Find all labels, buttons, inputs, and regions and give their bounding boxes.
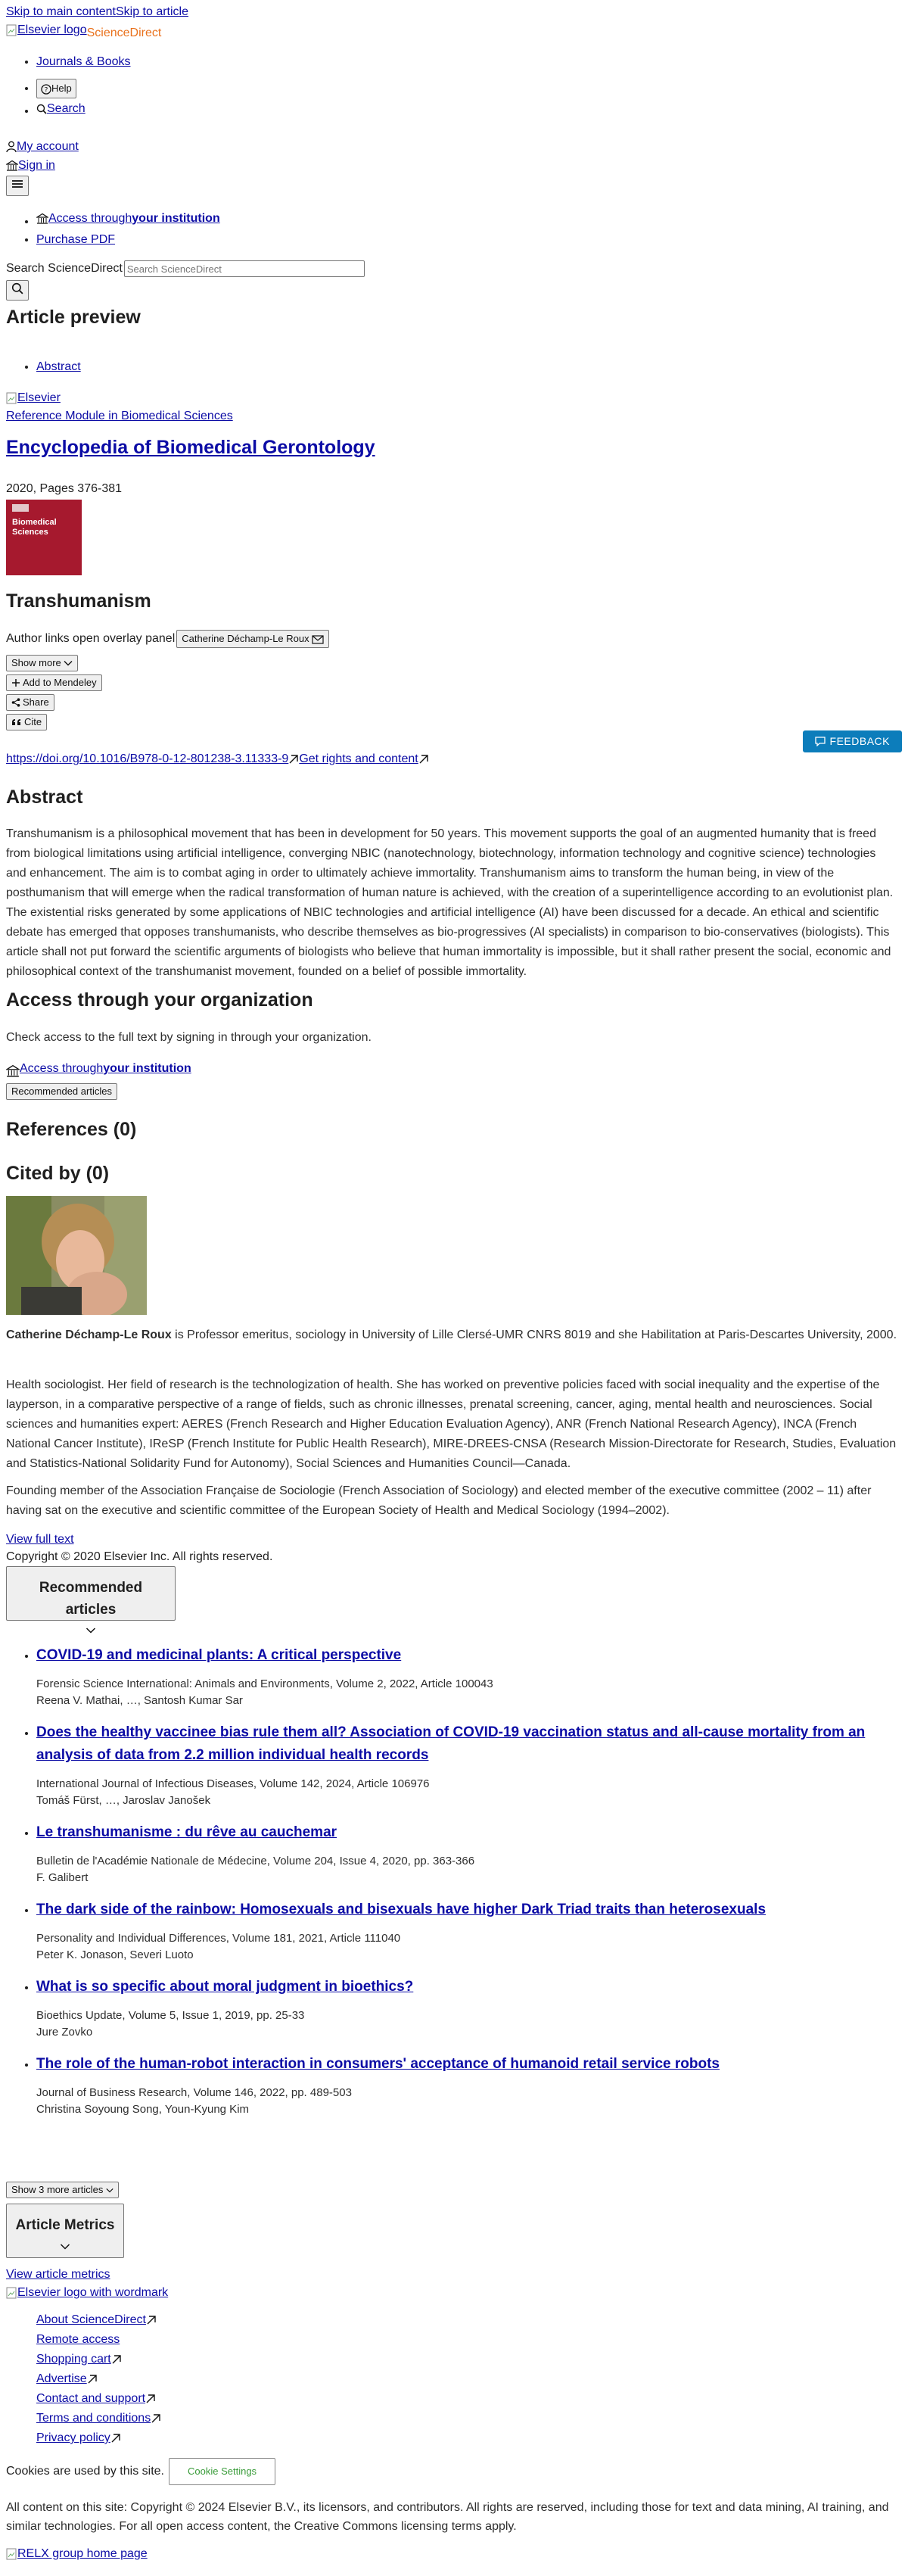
org-access-heading: Access through your organization (6, 989, 313, 1011)
broken-image-icon (6, 24, 17, 36)
bio-text-1: is Professor emeritus, sociology in University of Lille Clersé-UMR CNRS 8019 and she Habilitation at Paris-Descartes University, 2000. (171, 1328, 897, 1341)
access-institution-label: your institution (132, 212, 220, 225)
rights-link[interactable] (299, 750, 428, 768)
privacy-link[interactable] (36, 2428, 121, 2448)
recommended-articles-toggle[interactable] (6, 1566, 176, 1621)
share-label: Share (23, 696, 49, 708)
recommended-article-journal: Bulletin de l'Académie Nationale de Médecine, Volume 204, Issue 4, 2020, pp. 363-366 (36, 1855, 475, 1867)
article-title: Transhumanism (6, 590, 151, 612)
contact-support-label: Contact and support (36, 2392, 146, 2405)
recommended-article-title[interactable]: Does the healthy vaccinee bias rule them all? Association of COVID-19 vaccination status and all-cause mortality from an analysis of data from 2.2 million individual health records (36, 1724, 866, 1763)
institution-icon (36, 213, 48, 225)
external-arrow-icon (288, 754, 299, 765)
brand-name: ScienceDirect (86, 26, 162, 39)
cited-by-heading: Cited by (0) (6, 1163, 110, 1184)
publication-pages: 2020, Pages 376-381 (6, 482, 123, 495)
recommended-article-authors: Tomáš Fürst, …, Jaroslav Janošek (36, 1794, 211, 1807)
chevron-down-icon (64, 660, 73, 666)
list-item (36, 1721, 906, 1809)
author-photo (6, 1196, 147, 1315)
search-link[interactable] (36, 100, 86, 118)
search-submit-button[interactable] (6, 280, 29, 301)
external-arrow-icon (418, 754, 429, 765)
cite-button[interactable] (6, 714, 47, 730)
skip-to-article-link[interactable]: Skip to article (115, 5, 189, 18)
abstract-toc-link[interactable]: Abstract (36, 360, 81, 373)
recommended-article-title[interactable]: Le transhumanisme : du rêve au cauchemar (36, 1824, 337, 1840)
author-links-text: Author links open overlay panel (6, 632, 176, 646)
search-input[interactable] (124, 260, 365, 277)
abstract-heading: Abstract (6, 787, 83, 808)
shopping-cart-label: Shopping cart (36, 2353, 111, 2366)
institution-icon (6, 1064, 20, 1078)
add-to-mendeley-button[interactable] (6, 674, 102, 691)
footer-logo-image[interactable] (6, 2284, 168, 2302)
access-prefix: • Access through (48, 212, 132, 225)
external-arrow-icon (151, 2413, 161, 2424)
remote-access-link[interactable]: Remote access (36, 2333, 120, 2346)
list-item (36, 1644, 906, 1709)
external-arrow-icon (87, 2374, 98, 2384)
org-access-prefix: Access through (20, 1062, 104, 1075)
share-icon (11, 698, 20, 707)
show-more-button[interactable] (6, 655, 78, 671)
bio-paragraph-1 (6, 1325, 899, 1345)
view-article-metrics-link[interactable]: View article metrics (6, 2268, 110, 2281)
recommended-article-journal: Bioethics Update, Volume 5, Issue 1, 2019, pp. 25-33 (36, 2009, 305, 2022)
show-more-articles-button[interactable] (6, 2182, 119, 2198)
legal-text: All content on this site: Copyright © 2024 Elsevier B.V., its licensors, and contributors. All rights are reserved, including those for text and data mining, AI training, and similar technologies. For all open access content, the Creative Commons licensing terms apply. (6, 2501, 889, 2533)
broken-image-icon (6, 2548, 17, 2560)
cite-label: Cite (24, 716, 42, 727)
footer-links (6, 2310, 161, 2448)
footer-logo[interactable] (6, 2284, 168, 2305)
sign-in[interactable] (6, 157, 55, 175)
external-arrow-icon (111, 2354, 122, 2365)
skip-to-main-link[interactable]: Skip to main content (6, 5, 116, 18)
cover-logo (12, 504, 29, 512)
article-metrics-heading: Article Metrics (15, 2217, 115, 2233)
recommended-article-journal: Forensic Science International: Animals and Environments, Volume 2, 2022, Article 100043 (36, 1677, 493, 1690)
mendeley-label: Add to Mendeley (23, 677, 97, 688)
access-options (6, 210, 220, 249)
utility-nav (6, 79, 86, 120)
recommended-articles-small-button[interactable]: Recommended articles (6, 1083, 117, 1100)
hamburger-icon (11, 178, 24, 190)
menu-button[interactable] (6, 176, 29, 196)
recommended-article-authors: Peter K. Jonason, Severi Luoto (36, 1948, 194, 1961)
org-access-institution: your institution (103, 1062, 191, 1075)
my-account-link[interactable]: My account (17, 140, 79, 153)
privacy-label: Privacy policy (36, 2431, 110, 2444)
author-portrait-image (6, 1196, 147, 1315)
purchase-pdf-link[interactable]: Purchase PDF (36, 233, 116, 246)
contact-support-link[interactable] (36, 2389, 156, 2409)
list-item (36, 1821, 906, 1886)
author-name: Catherine Déchamp-Le Roux (182, 633, 309, 644)
site-logo[interactable] (6, 21, 161, 42)
help-icon (41, 84, 51, 95)
publisher-alt-text: Elsevier (17, 391, 61, 404)
chevron-down-icon (60, 2243, 70, 2250)
book-cover[interactable] (6, 500, 82, 575)
bio-paragraph-3: Founding member of the Association Française de Sociologie (French Association of Sociology) and elected member of the executive committee (2002 – 11) after having sat on the executive and scientific committee of the European Society of Health and Medical Sociology (1994–2002). (6, 1484, 872, 1517)
shopping-cart-link[interactable] (36, 2350, 122, 2369)
terms-link[interactable] (36, 2409, 161, 2428)
terms-label: Terms and conditions (36, 2412, 151, 2425)
org-access-link[interactable] (6, 1060, 191, 1078)
references-heading: References (0) (6, 1119, 137, 1140)
publication-title-link[interactable]: Encyclopedia of Biomedical Gerontology (6, 437, 375, 458)
envelope-icon (312, 635, 324, 644)
recommended-heading: Recommended articles (39, 1580, 143, 1618)
recommended-article-authors: Jure Zovko (36, 2026, 93, 2039)
broken-image-icon (6, 392, 17, 404)
preview-toc (6, 358, 81, 376)
feedback-label: FEEDBACK (829, 735, 890, 747)
list-item (36, 1976, 906, 2041)
org-access-text: Check access to the full text by signing in through your organization. (6, 1031, 372, 1044)
rights-text: Get rights and content (299, 752, 418, 765)
recommended-article-journal: Personality and Individual Differences, Volume 181, 2021, Article 111040 (36, 1932, 401, 1945)
bio-paragraph-2: Health sociologist. Her field of research is the technologization of health. She has worked on preventive policies faced with social inequality and the expertise of the layperson, in a comparative perspective of a range of fields, such as chronic illnesses, prenatal screening, cancer, aging, mental health and neurosciences. Social sciences and humanities expert: AERES (French Research and Higher Education Evaluation Agency), ANR (French National Research Agency), INCA (French National Cancer Institute), IReSP (French Institute for Public Health Research), MIRE-DREES-CNSA (Research Mission-Directorate for Research, Studies, Evaluation and Statistics-National Solidarity Fund for Autonomy), Social Sciences and Humanities Council—Canada. (6, 1378, 897, 1470)
relx-link-wrap (6, 2545, 148, 2566)
plus-icon (11, 678, 20, 687)
recommended-article-journal: Journal of Business Research, Volume 146, 2022, pp. 489-503 (36, 2086, 352, 2099)
footer-logo-alt: Elsevier logo with wordmark (17, 2286, 169, 2299)
search-icon (36, 104, 47, 114)
external-arrow-icon (110, 2433, 121, 2444)
person-icon (6, 141, 17, 153)
speech-bubble-icon (815, 737, 826, 746)
advertise-link[interactable] (36, 2369, 98, 2389)
advertise-label: Advertise (36, 2372, 87, 2385)
institution-icon (6, 160, 18, 172)
recommended-article-authors: F. Galibert (36, 1871, 89, 1884)
publisher-image[interactable] (6, 389, 61, 407)
recommended-article-authors: Reena V. Mathai, …, Santosh Kumar Sar (36, 1694, 243, 1707)
sign-in-link[interactable]: Sign in (18, 159, 55, 172)
elsevier-logo[interactable] (6, 21, 87, 39)
quote-icon (11, 718, 22, 726)
recommended-article-title[interactable]: COVID-19 and medicinal plants: A critical perspective (36, 1647, 402, 1663)
cookie-notice (6, 2458, 275, 2485)
chevron-down-icon (106, 2188, 114, 2193)
list-item (36, 1899, 906, 1964)
help-button[interactable] (36, 79, 76, 98)
relx-label: RELX group home page (17, 2547, 148, 2560)
skip-links (6, 3, 188, 21)
recommended-article-journal: International Journal of Infectious Diseases, Volume 142, 2024, Article 106976 (36, 1777, 430, 1790)
article-preview-heading: Article preview (6, 307, 141, 328)
search-link-label: • Search (47, 102, 86, 116)
about-link[interactable] (36, 2310, 157, 2330)
feedback-button[interactable] (803, 730, 902, 752)
view-full-text-link[interactable]: View full text (6, 1533, 74, 1546)
recommended-article-authors: Christina Soyoung Song, Youn-Kyung Kim (36, 2103, 250, 2116)
cover-title: Biomedical Sciences (12, 518, 57, 537)
search-form (6, 260, 365, 278)
my-account[interactable] (6, 138, 79, 156)
show-more-articles-label: Show 3 more articles (11, 2184, 104, 2195)
svg-text:?: • ? (44, 86, 48, 95)
article-metrics-toggle[interactable] (6, 2204, 124, 2258)
search-label: Search ScienceDirect (6, 262, 123, 275)
search-icon (11, 282, 23, 294)
recommended-article-title[interactable]: The dark side of the rainbow: Homosexuals and bisexuals have higher Dark Triad traits than heterosexuals (36, 1902, 767, 1917)
relx-home-link[interactable] (6, 2545, 148, 2563)
primary-nav (6, 53, 131, 71)
org-access-link-wrap (6, 1060, 191, 1084)
external-arrow-icon (146, 2315, 157, 2325)
about-label: About ScienceDirect (36, 2313, 146, 2326)
recommended-article-title[interactable]: What is so specific about moral judgment in bioethics? (36, 1979, 414, 1995)
doi-line (6, 750, 429, 768)
chevron-down-icon (86, 1627, 96, 1634)
author-button[interactable] (176, 630, 329, 648)
author-line (6, 630, 329, 648)
cookie-settings-button[interactable]: Cookie Settings (169, 2458, 275, 2485)
reference-module-link[interactable]: Reference Module in Biomedical Sciences (6, 410, 233, 422)
publication-title (6, 435, 375, 460)
help-label: Help (51, 83, 72, 94)
abstract-text: Transhumanism is a philosophical movement that has been in development for 50 years. This movement supports the goal of an augmented humanity that is freed from biological limitations using artificial intelligence, converging NBIC (nanotechnology, biotechnology, information technology and cognitive science) technologies and enhancement. The aim is to combat aging in order to ultimately achieve immortality. Transhumanism aims to transform the human being, in view of the posthumanism that will emerge when the radical transformation of human nature is achieved, with the creation of a superintelligence according to an evolutionist plan. The existential risks generated by some applications of NBIC technologies and artificial intelligence (AI) have been discussed for a decade. An ethical and scientific debate has emerged that opposes transhumanists, who describe themselves as bio-progressives (AI specialists) in comparison to bio-conservatives (biologists). This article shall not put forward the scientific arguments of biologists who believe that human immortality is impossible, but it shall rather present the social, economic and philosophical context of the transhumanist movement, founded on a belief of possible immortality. (6, 827, 894, 978)
copyright-text: Copyright © 2020 Elsevier Inc. All rights reserved. (6, 1550, 273, 1563)
cookie-text: Cookies are used by this site. (6, 2465, 164, 2478)
list-item (36, 2053, 906, 2118)
bio-author-name: Catherine Déchamp-Le Roux (6, 1328, 172, 1341)
external-arrow-icon (145, 2394, 156, 2404)
logo-alt-text: Elsevier logo (17, 23, 87, 36)
recommended-list (6, 1644, 906, 2130)
share-button[interactable] (6, 694, 54, 711)
doi-link[interactable] (6, 750, 299, 768)
show-more-label: Show more (11, 657, 61, 668)
journals-books-link[interactable]: Journals & Books (36, 55, 131, 68)
doi-text: https://doi.org/10.1016/B978-0-12-801238-3.11333-9 (6, 752, 289, 765)
broken-image-icon (6, 2287, 17, 2299)
recommended-article-title[interactable]: The role of the human-robot interaction in consumers' acceptance of humanoid retail service robots (36, 2056, 720, 2072)
access-institution-link[interactable] (36, 210, 220, 228)
